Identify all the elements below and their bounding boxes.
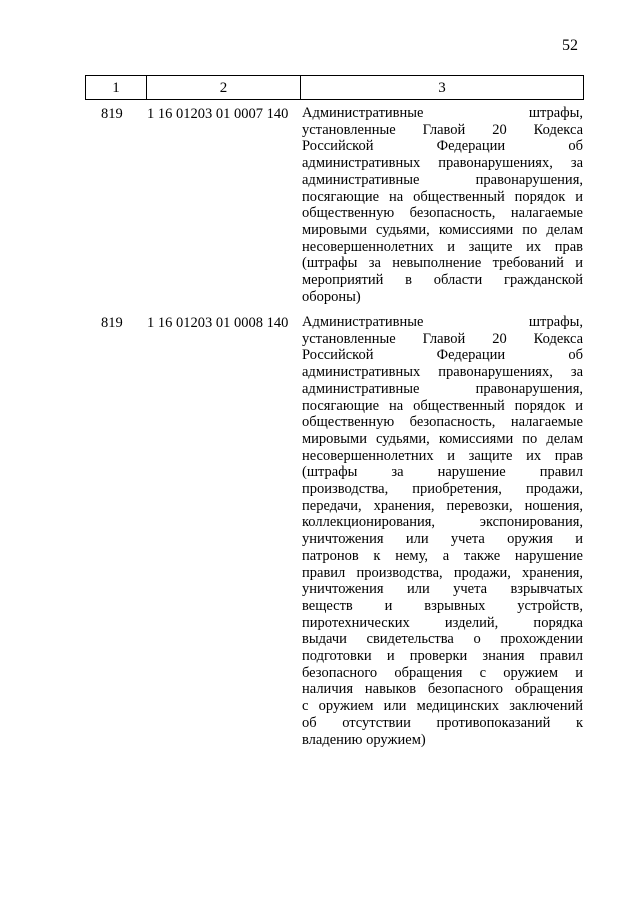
revenue-description <box>302 314 583 748</box>
admin-code: 819 <box>101 106 123 122</box>
description-line: пиротехнических изделий, порядка <box>302 614 583 631</box>
description-line: (штрафы за нарушение правил <box>302 464 583 481</box>
description-line: (штрафы за невыполнение требований и <box>302 255 583 272</box>
description-line: передачи, хранения, перевозки, ношения, <box>302 497 583 514</box>
description-line: наличия навыков безопасного обращения <box>302 681 583 698</box>
description-line: административные правонарушения, <box>302 171 583 188</box>
budget-classification-code: 1 16 01203 01 0008 140 <box>147 315 289 331</box>
description-line: патронов к нему, а также нарушение <box>302 547 583 564</box>
description-line: Российской Федерации об <box>302 347 583 364</box>
description-line: правил производства, продажи, хранения, <box>302 564 583 581</box>
description-line: безопасного обращения с оружием и <box>302 664 583 681</box>
description-line: установленные Главой 20 Кодекса <box>302 121 583 138</box>
description-line: подготовки и проверки знания правил <box>302 648 583 665</box>
column-header-2: 2 <box>147 76 301 100</box>
description-line: Российской Федерации об <box>302 138 583 155</box>
column-header-row <box>86 76 584 100</box>
description-line: несовершеннолетних и защите их прав <box>302 238 583 255</box>
column-header-table <box>85 75 584 100</box>
description-line: административные правонарушения, <box>302 380 583 397</box>
budget-classification-code: 1 16 01203 01 0007 140 <box>147 106 289 122</box>
description-line: выдачи свидетельства о прохождении <box>302 631 583 648</box>
description-line: веществ и взрывных устройств, <box>302 597 583 614</box>
column-header-3: 3 <box>301 76 584 100</box>
description-line: мероприятий в области гражданской <box>302 272 583 289</box>
description-line: административных правонарушениях, за <box>302 364 583 381</box>
description-line: установленные Главой 20 Кодекса <box>302 330 583 347</box>
description-line: мировыми судьями, комиссиями по делам <box>302 430 583 447</box>
description-line: посягающие на общественный порядок и <box>302 397 583 414</box>
description-line: об отсутствии противопоказаний к <box>302 714 583 731</box>
description-line: коллекционирования, экспонирования, <box>302 514 583 531</box>
description-line: общественную безопасность, налагаемые <box>302 414 583 431</box>
description-line: Административные штрафы, <box>302 105 583 121</box>
description-line: посягающие на общественный порядок и <box>302 188 583 205</box>
description-line: мировыми судьями, комиссиями по делам <box>302 221 583 238</box>
admin-code: 819 <box>101 315 123 331</box>
description-line: уничтожения или учета взрывчатых <box>302 581 583 598</box>
description-line: обороны) <box>302 288 361 305</box>
description-line: Административные штрафы, <box>302 314 583 330</box>
description-line: несовершеннолетних и защите их прав <box>302 447 583 464</box>
description-line: уничтожения или учета оружия и <box>302 531 583 548</box>
description-line: с оружием или медицинских заключений <box>302 698 583 715</box>
description-line: общественную безопасность, налагаемые <box>302 205 583 222</box>
column-header-1: 1 <box>112 79 120 96</box>
page-number: 52 <box>562 37 578 54</box>
revenue-description <box>302 105 583 305</box>
description-line: владению оружием) <box>302 731 426 748</box>
description-line: административных правонарушениях, за <box>302 155 583 172</box>
description-line: производства, приобретения, продажи, <box>302 481 583 498</box>
